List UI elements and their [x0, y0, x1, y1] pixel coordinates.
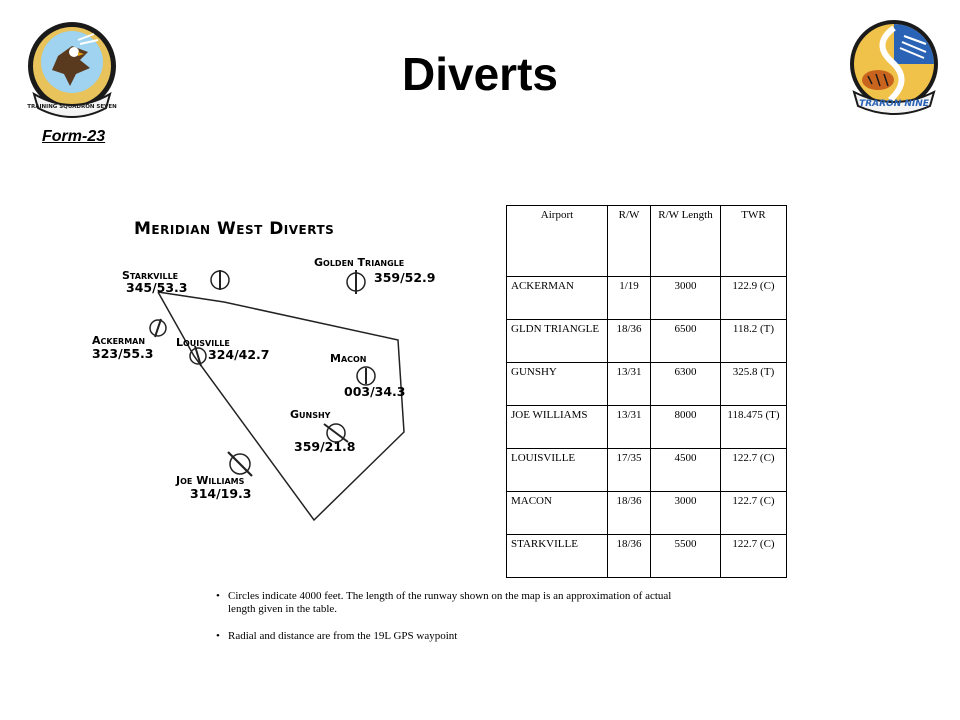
cell-rw: 18/36: [608, 320, 651, 363]
eagle-squadron-seal-icon: [18, 16, 126, 124]
table-row: [507, 320, 787, 363]
cell-rw-length: 3000: [651, 492, 721, 535]
runway-macon: [357, 367, 375, 385]
cell-twr: 122.7 (C): [721, 449, 787, 492]
cell-twr: 122.9 (C): [721, 277, 787, 320]
table-row: [507, 363, 787, 406]
cell-airport: JOE WILLIAMS: [507, 406, 608, 449]
station-label-louisville: Louisville: [176, 336, 230, 349]
cell-twr: 122.7 (C): [721, 492, 787, 535]
cell-airport: LOUISVILLE: [507, 449, 608, 492]
divert-map: [86, 206, 436, 522]
notes: [216, 590, 686, 657]
divert-table: [506, 205, 787, 578]
station-label-starkville: Starkville: [122, 269, 179, 282]
tiger-squadron-seal-icon: [842, 14, 946, 118]
cell-airport: ACKERMAN: [507, 277, 608, 320]
bullet-icon: •: [216, 630, 220, 642]
cell-twr: 122.7 (C): [721, 535, 787, 578]
cell-twr: 325.8 (T): [721, 363, 787, 406]
cell-rw: 1/19: [608, 277, 651, 320]
cell-rw-length: 3000: [651, 277, 721, 320]
table-row: [507, 277, 787, 320]
header-rw-length: R/W Length: [651, 206, 721, 277]
cell-airport: GLDN TRIANGLE: [507, 320, 608, 363]
left-logo-ribbon: TRAINING SQUADRON SEVEN: [27, 104, 117, 110]
cell-rw-length: 8000: [651, 406, 721, 449]
table-row: [507, 535, 787, 578]
right-logo-ribbon: TRARON NINE: [859, 99, 929, 109]
cell-airport: MACON: [507, 492, 608, 535]
note-item: [216, 590, 686, 616]
cell-airport: GUNSHY: [507, 363, 608, 406]
cell-rw-length: 6500: [651, 320, 721, 363]
station-value-louisville: 324/42.7: [208, 347, 270, 362]
header-rw: R/W: [608, 206, 651, 277]
page-title: Diverts: [402, 48, 558, 100]
note-text: Radial and distance are from the 19L GPS waypoint: [228, 630, 458, 642]
runway-joe-williams: [228, 452, 252, 476]
header-airport: Airport: [507, 206, 608, 277]
cell-rw: 18/36: [608, 535, 651, 578]
station-value-macon: 003/34.3: [344, 384, 406, 399]
note-item: [216, 630, 686, 643]
map-title: Meridian West Diverts: [134, 219, 335, 239]
station-label-macon: Macon: [330, 352, 367, 365]
runway-ackerman: [150, 319, 166, 337]
cell-airport: STARKVILLE: [507, 535, 608, 578]
table-row: [507, 406, 787, 449]
cell-rw: 13/31: [608, 363, 651, 406]
runway-starkville: [211, 270, 229, 290]
cell-rw: 18/36: [608, 492, 651, 535]
station-value-joe-williams: 314/19.3: [190, 486, 252, 501]
table-row: [507, 449, 787, 492]
station-label-golden-triangle: Golden Triangle: [314, 256, 405, 269]
runway-golden-triangle: [347, 270, 365, 294]
cell-rw-length: 4500: [651, 449, 721, 492]
station-value-gunshy: 359/21.8: [294, 439, 356, 454]
form-label: Form-23: [42, 128, 106, 145]
bullet-icon: •: [216, 590, 220, 602]
table-header-row: [507, 206, 787, 277]
station-label-gunshy: Gunshy: [290, 408, 331, 421]
cell-rw: 17/35: [608, 449, 651, 492]
station-value-ackerman: 323/55.3: [92, 346, 154, 361]
note-text: Circles indicate 4000 feet. The length of the runway shown on the map is an approximation of actual length given in the table.: [228, 590, 672, 615]
runway-louisville: [190, 346, 206, 366]
station-label-ackerman: Ackerman: [92, 334, 146, 347]
cell-rw-length: 6300: [651, 363, 721, 406]
cell-rw: 13/31: [608, 406, 651, 449]
table-row: [507, 492, 787, 535]
station-label-joe-williams: Joe Williams: [176, 474, 245, 487]
station-value-starkville: 345/53.3: [126, 280, 188, 295]
station-value-golden-triangle: 359/52.9: [374, 270, 436, 285]
cell-rw-length: 5500: [651, 535, 721, 578]
cell-twr: 118.475 (T): [721, 406, 787, 449]
cell-twr: 118.2 (T): [721, 320, 787, 363]
header-twr: TWR: [721, 206, 787, 277]
